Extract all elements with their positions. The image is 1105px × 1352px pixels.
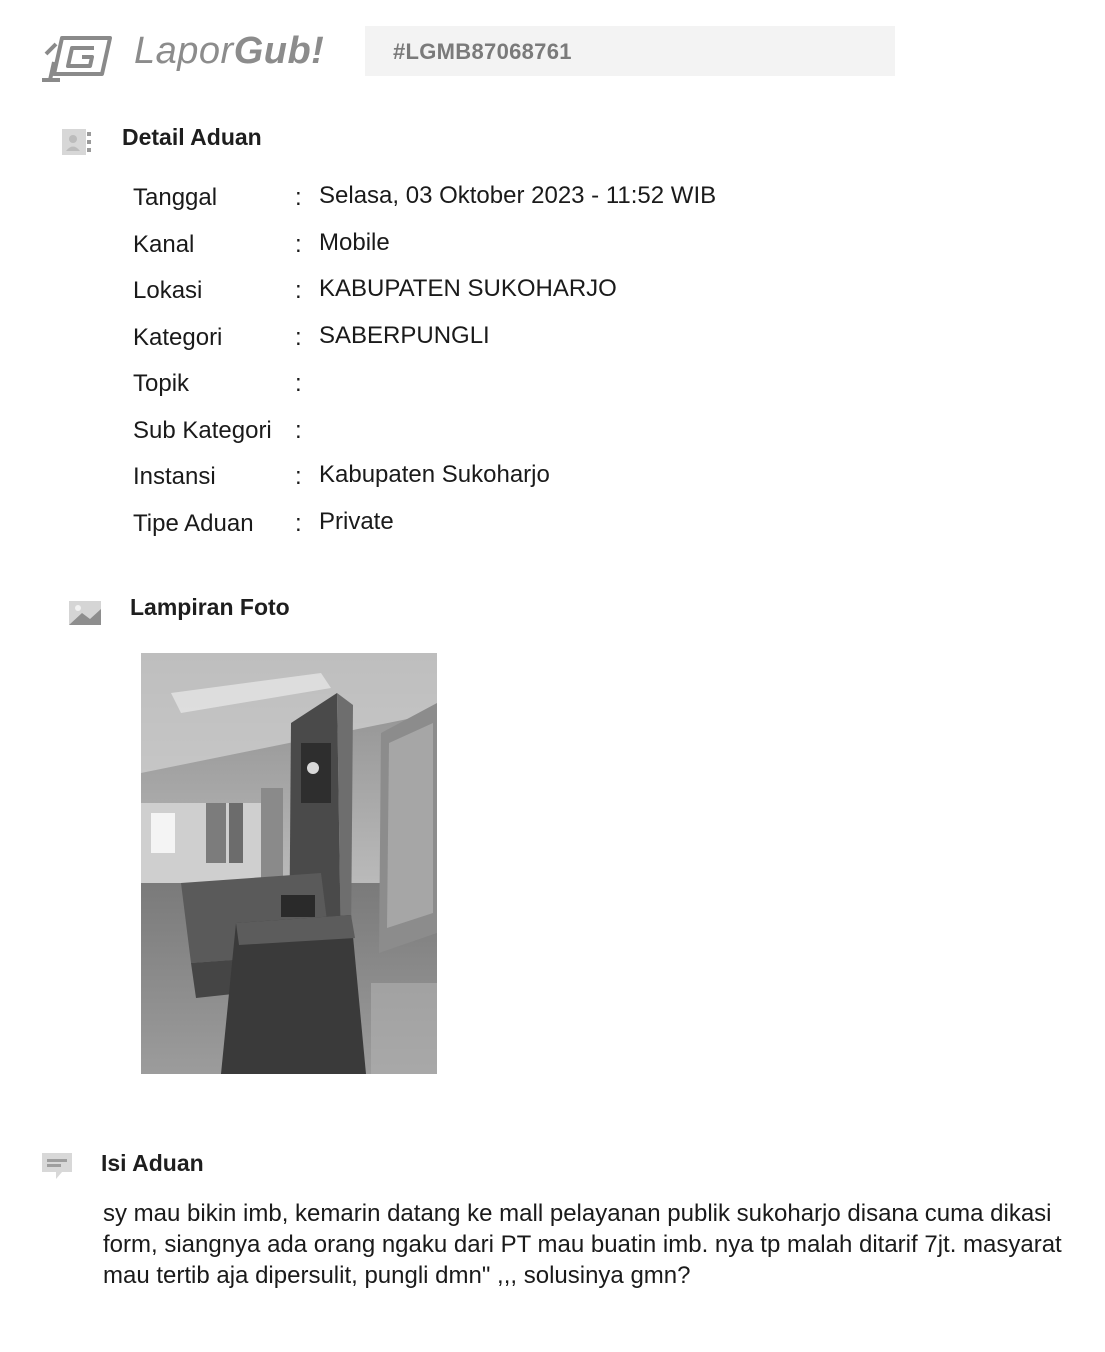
ticket-id-box <box>365 26 895 76</box>
complaint-heading: Isi Aduan <box>101 1150 204 1176</box>
detail-row-sub-kategori <box>133 411 893 458</box>
detail-value: Selasa, 03 Oktober 2023 - 11:52 WIB <box>319 182 717 209</box>
attachment-photo[interactable] <box>141 653 437 1074</box>
detail-label: Kanal <box>133 230 195 258</box>
detail-row-kanal <box>133 225 893 272</box>
ticket-id: #LGMB87068761 <box>393 39 572 64</box>
detail-label: Instansi <box>133 463 216 490</box>
logo-wordmark: LaporGub! <box>134 30 325 72</box>
page-header <box>40 26 900 86</box>
detail-row-lokasi <box>133 271 893 318</box>
attachment-heading: Lampiran Foto <box>130 594 290 620</box>
detail-value: KABUPATEN SUKOHARJO <box>319 275 617 302</box>
detail-row-instansi <box>133 457 893 504</box>
chat-bubble-icon <box>40 1150 74 1182</box>
detail-row-tanggal <box>133 178 893 225</box>
detail-separator: : <box>295 370 302 397</box>
laporgub-logo-icon <box>40 30 118 86</box>
detail-label: Lokasi <box>133 277 203 304</box>
detail-label: Kategori <box>133 323 223 351</box>
detail-row-topik <box>133 364 893 411</box>
detail-label: Topik <box>133 370 190 397</box>
detail-row-tipe-aduan <box>133 504 893 551</box>
detail-label: Tanggal <box>133 184 218 211</box>
detail-label: Tipe Aduan <box>133 509 254 537</box>
detail-table <box>133 178 893 550</box>
detail-separator: : <box>295 230 302 258</box>
detail-separator: : <box>295 509 302 537</box>
detail-heading: Detail Aduan <box>122 124 262 150</box>
contact-card-icon <box>60 126 94 158</box>
detail-separator: : <box>295 416 302 444</box>
detail-row-kategori <box>133 318 893 365</box>
detail-label: Sub Kategori <box>133 416 272 444</box>
detail-value: Mobile <box>319 228 390 256</box>
detail-separator: : <box>295 463 302 490</box>
detail-value: Kabupaten Sukoharjo <box>319 461 550 488</box>
detail-separator: : <box>295 277 302 304</box>
detail-value: Private <box>319 507 394 535</box>
detail-value: SABERPUNGLI <box>319 321 490 349</box>
image-icon <box>68 597 102 629</box>
complaint-text: sy mau bikin imb, kemarin datang ke mall pelayanan publik sukoharjo disana cuma dikasi form, siangnya ada orang ngaku dari PT mau buatin imb. nya tp malah ditarif 7jt. masyarat mau tertib aja dipersulit, pungli dmn" ,,, solusinya gmn? <box>103 1200 1062 1289</box>
detail-separator: : <box>295 184 302 211</box>
detail-separator: : <box>295 323 302 351</box>
